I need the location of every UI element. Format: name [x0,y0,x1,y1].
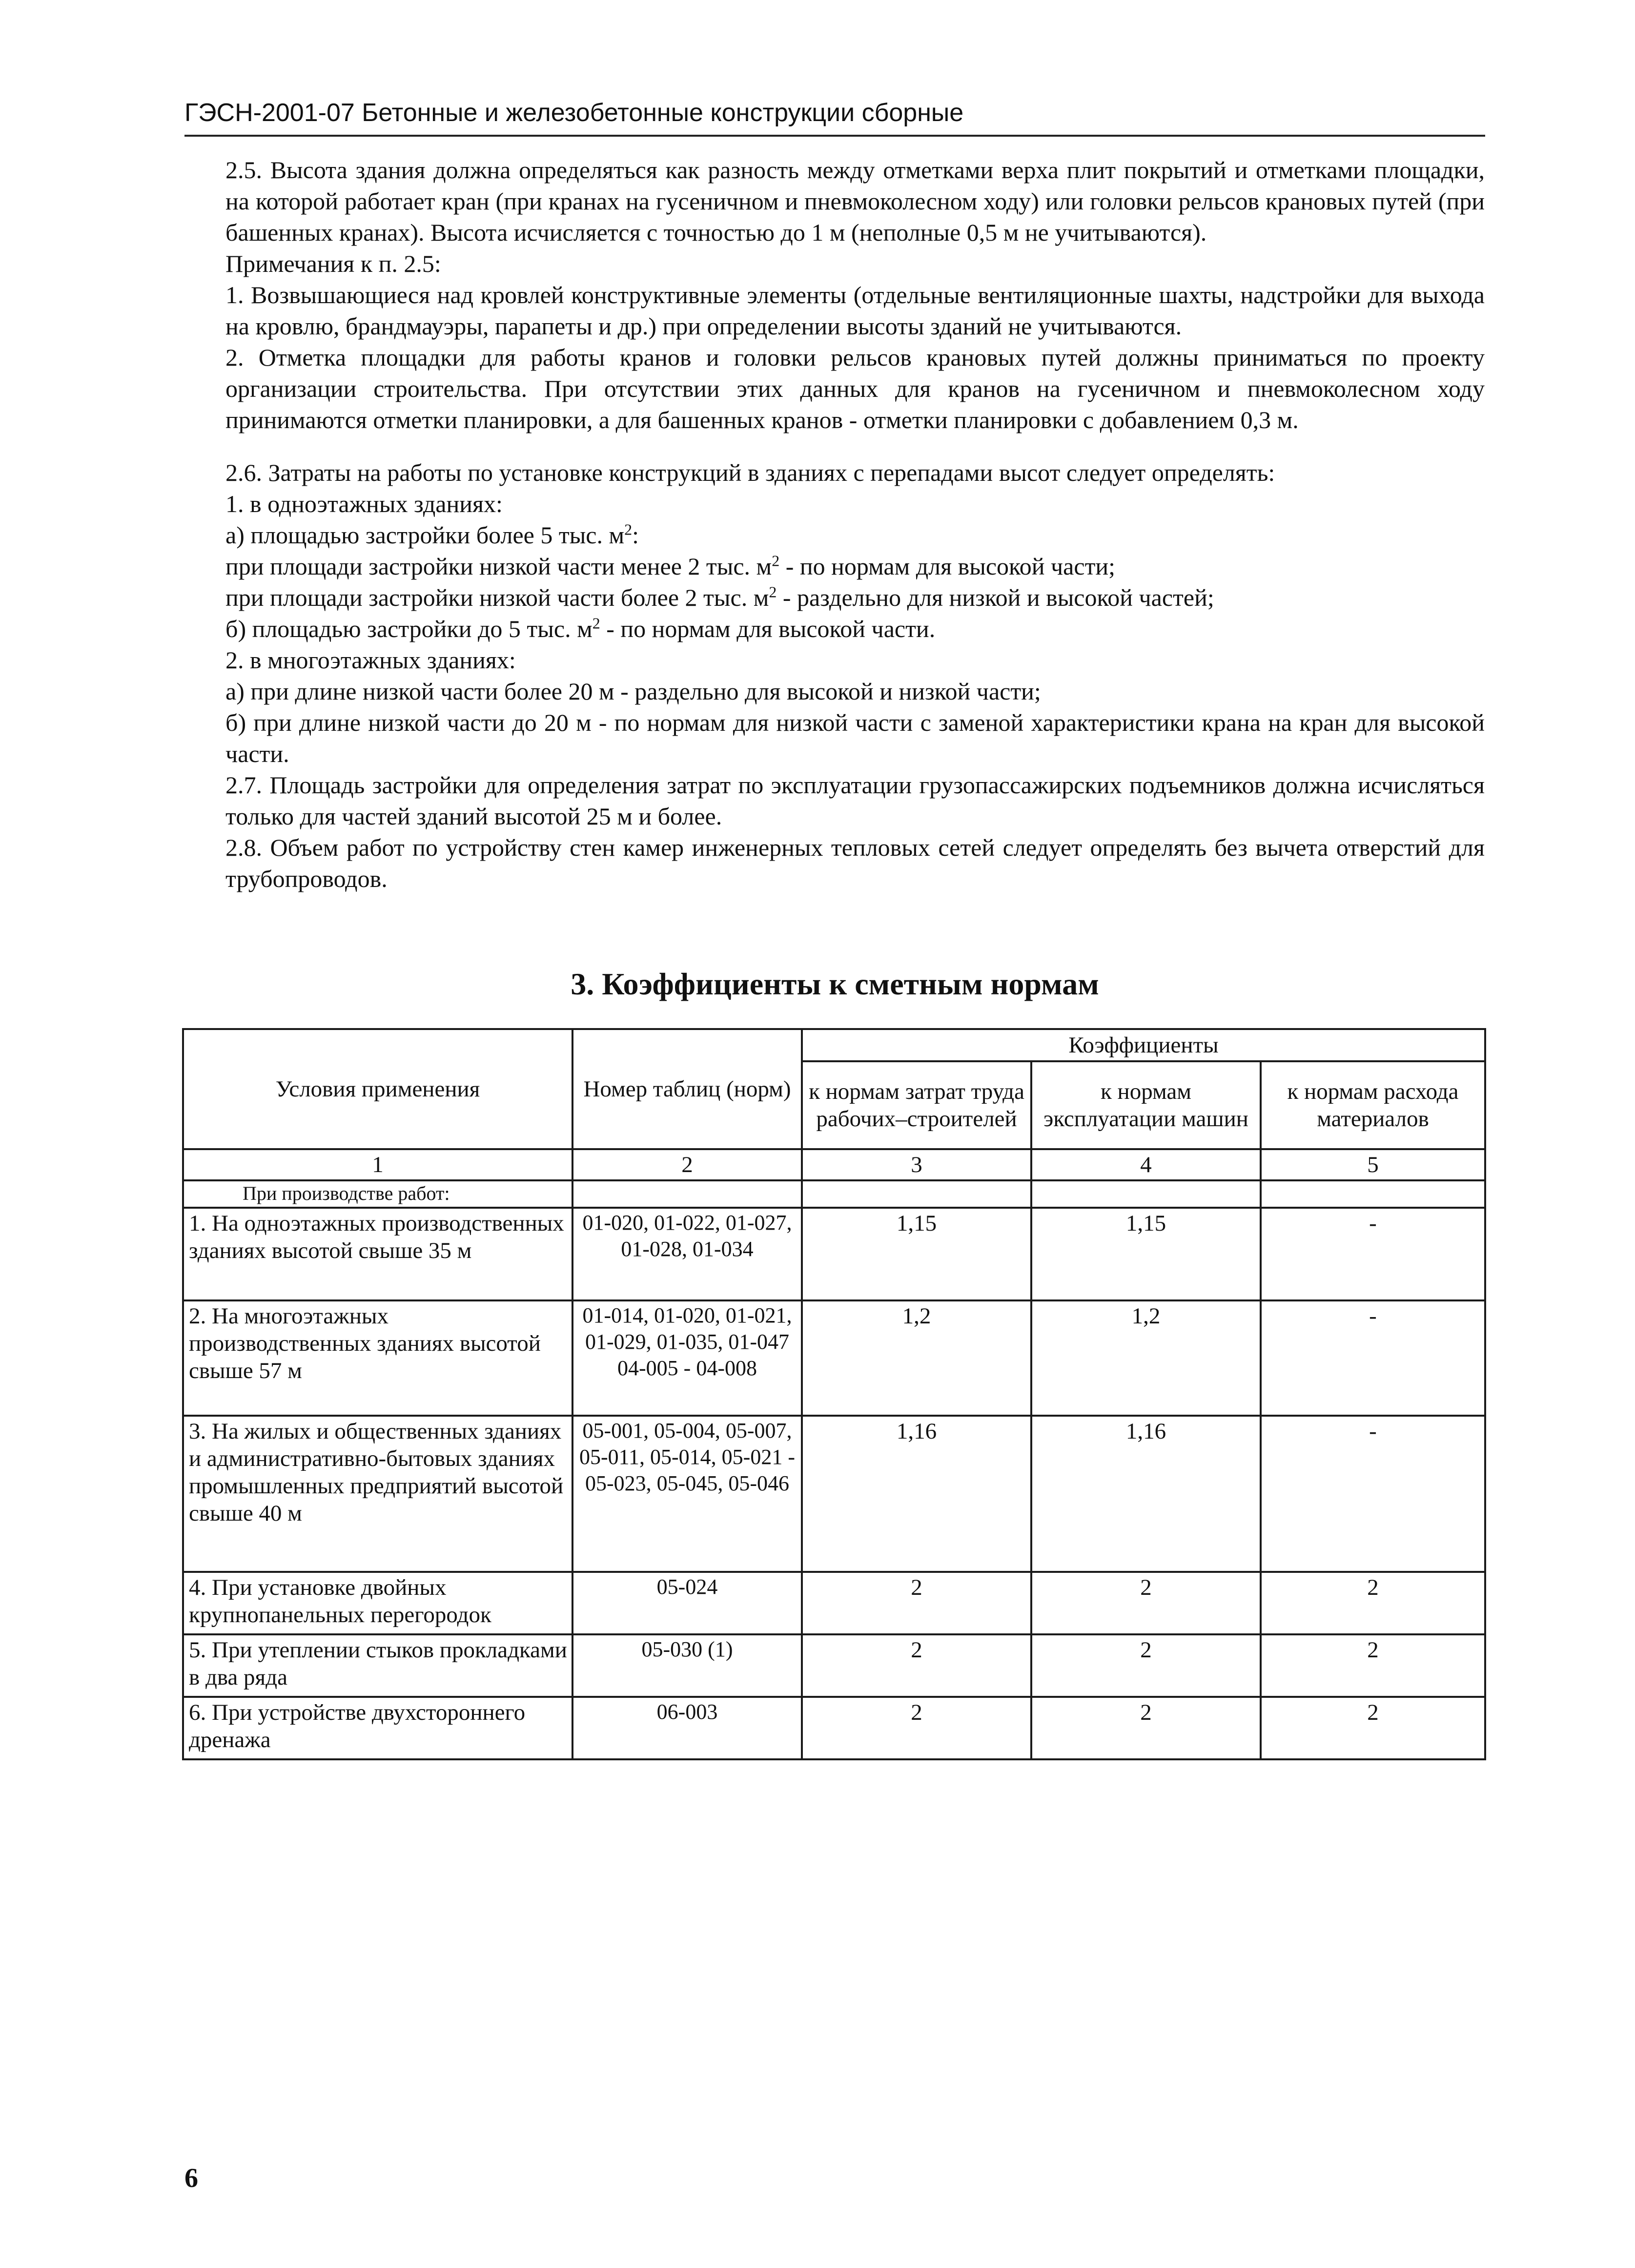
col-number: 4 [1031,1149,1261,1180]
col-number: 2 [572,1149,802,1180]
paragraph: 2.5. Высота здания должна определяться как разность между отметками верха плит покрытий и отметками площадки, на которой работает кран (при кранах на гусеничном и пневмоколесном ходу) или головки рельсов крановых путей (при башенных кранах). Высота исчисляется с точностью до 1 м (неполные 0,5 м не учитываются). [225,156,1485,246]
header-coefficients: Коэффициенты [802,1029,1485,1061]
condition-cell: 6. При устройстве двухстороннего дренажа [183,1697,572,1759]
machines-coef-cell: 1,2 [1031,1300,1261,1416]
col-number: 1 [183,1149,572,1180]
table-row [183,1416,1485,1572]
paragraph: а) площадью застройки более 5 тыс. $м^2$: [225,520,639,549]
section-title: 3. Коэффициенты к сметным нормам [571,967,1099,1001]
header-materials: к нормам расхода материалов [1261,1061,1485,1149]
paragraph: 2.7. Площадь застройки для определения затрат по эксплуатации грузопассажирских подъемников должна исчисляться только для частей зданий высотой 25 м и более. [225,771,1485,830]
materials-coef-cell: - [1261,1300,1485,1416]
page-number: 6 [184,2163,198,2193]
machines-coef-cell: 1,15 [1031,1208,1261,1300]
codes-cell: 05-030 (1) [572,1634,802,1697]
paragraph: 2.6. Затраты на работы по установке конструкций в зданиях с перепадами высот следует определять: [225,459,1275,486]
empty-cell [572,1180,802,1208]
condition-cell: 4. При установке двойных крупнопанельных перегородок [183,1572,572,1634]
body-text [225,154,1485,894]
labor-coef-cell: 2 [802,1697,1031,1759]
subheader-row: При производстве работ: [183,1180,572,1208]
labor-coef-cell: 1,16 [802,1416,1031,1572]
machines-coef-cell: 2 [1031,1697,1261,1759]
codes-cell: 05-001, 05-004, 05-007, 05-011, 05-014, 05-021 - 05-023, 05-045, 05-046 [572,1416,802,1572]
materials-coef-cell: - [1261,1208,1485,1300]
paragraph: 2.8. Объем работ по устройству стен камер инженерных тепловых сетей следует определять без вычета отверстий для трубопроводов. [225,834,1485,892]
paragraph: 1. в одноэтажных зданиях: [225,490,503,517]
machines-coef-cell: 2 [1031,1634,1261,1697]
coefficients-table [182,1028,1486,1760]
materials-coef-cell: - [1261,1416,1485,1572]
codes-cell: 01-020, 01-022, 01-027, 01-028, 01-034 [572,1208,802,1300]
codes-cell: 01-014, 01-020, 01-021, 01-029, 01-035, 01-047 04-005 - 04-008 [572,1300,802,1416]
labor-coef-cell: 1,2 [802,1300,1031,1416]
condition-cell: 2. На многоэтажных производственных зданиях высотой свыше 57 м [183,1300,572,1416]
paragraph: Примечания к п. 2.5: [225,250,441,277]
paragraph: 1. Возвышающиеся над кровлей конструктивные элементы (отдельные вентиляционные шахты, надстройки для выхода на кровлю, брандмауэры, парапеты и др.) при определении высоты зданий не учитываются. [225,281,1485,340]
paragraph: а) при длине низкой части более 20 м - раздельно для высокой и низкой части; [225,678,1041,705]
table-row [183,1300,1485,1416]
codes-cell: 06-003 [572,1697,802,1759]
running-header: ГЭСН-2001-07 Бетонные и железобетонные конструкции сборные [184,99,964,127]
materials-coef-cell: 2 [1261,1572,1485,1634]
labor-coef-cell: 2 [802,1572,1031,1634]
paragraph: при площади застройки низкой части более 2 тыс. $м^2$ - раздельно для низкой и высокой частей; [225,583,1214,611]
materials-coef-cell: 2 [1261,1697,1485,1759]
paragraph: 2. Отметка площадки для работы кранов и головки рельсов крановых путей должны приниматься по проекту организации строительства. При отсутствии этих данных для кранов на гусеничном и пневмоколесном ходу принимаются отметки планировки, а для башенных кранов - отметки планировки с добавлением 0,3 м. [225,344,1485,433]
col-number: 3 [802,1149,1031,1180]
condition-cell: 5. При утеплении стыков прокладками в два ряда [183,1634,572,1697]
condition-cell: 1. На одноэтажных производственных зданиях высотой свыше 35 м [183,1208,572,1300]
table-row [183,1572,1485,1634]
empty-cell [1261,1180,1485,1208]
table-row [183,1634,1485,1697]
codes-cell: 05-024 [572,1572,802,1634]
materials-coef-cell: 2 [1261,1634,1485,1697]
header-table-numbers: Номер таблиц (норм) [572,1029,802,1149]
table-row [183,1208,1485,1300]
machines-coef-cell: 2 [1031,1572,1261,1634]
labor-coef-cell: 2 [802,1634,1031,1697]
empty-cell [802,1180,1031,1208]
header-labor: к нормам затрат труда рабочих–строителей [802,1061,1031,1149]
machines-coef-cell: 1,16 [1031,1416,1261,1572]
table-row [183,1697,1485,1759]
header-conditions: Условия применения [183,1029,572,1149]
paragraph: при площади застройки низкой части менее 2 тыс. $м^2$ - по нормам для высокой части; [225,552,1116,580]
header-rule [184,135,1485,137]
empty-cell [1031,1180,1261,1208]
header-machines: к нормам эксплуатации машин [1031,1061,1261,1149]
paragraph: 2. в многоэтажных зданиях: [225,646,516,674]
labor-coef-cell: 1,15 [802,1208,1031,1300]
paragraph: б) площадью застройки до 5 тыс. $м^2$ - по нормам для высокой части. [225,614,936,642]
col-number: 5 [1261,1149,1485,1180]
paragraph: б) при длине низкой части до 20 м - по нормам для низкой части с заменой характеристики крана на кран для высокой части. [225,709,1485,767]
condition-cell: 3. На жилых и общественных зданиях и административно-бытовых зданиях промышленных предприятий высотой свыше 40 м [183,1416,572,1572]
